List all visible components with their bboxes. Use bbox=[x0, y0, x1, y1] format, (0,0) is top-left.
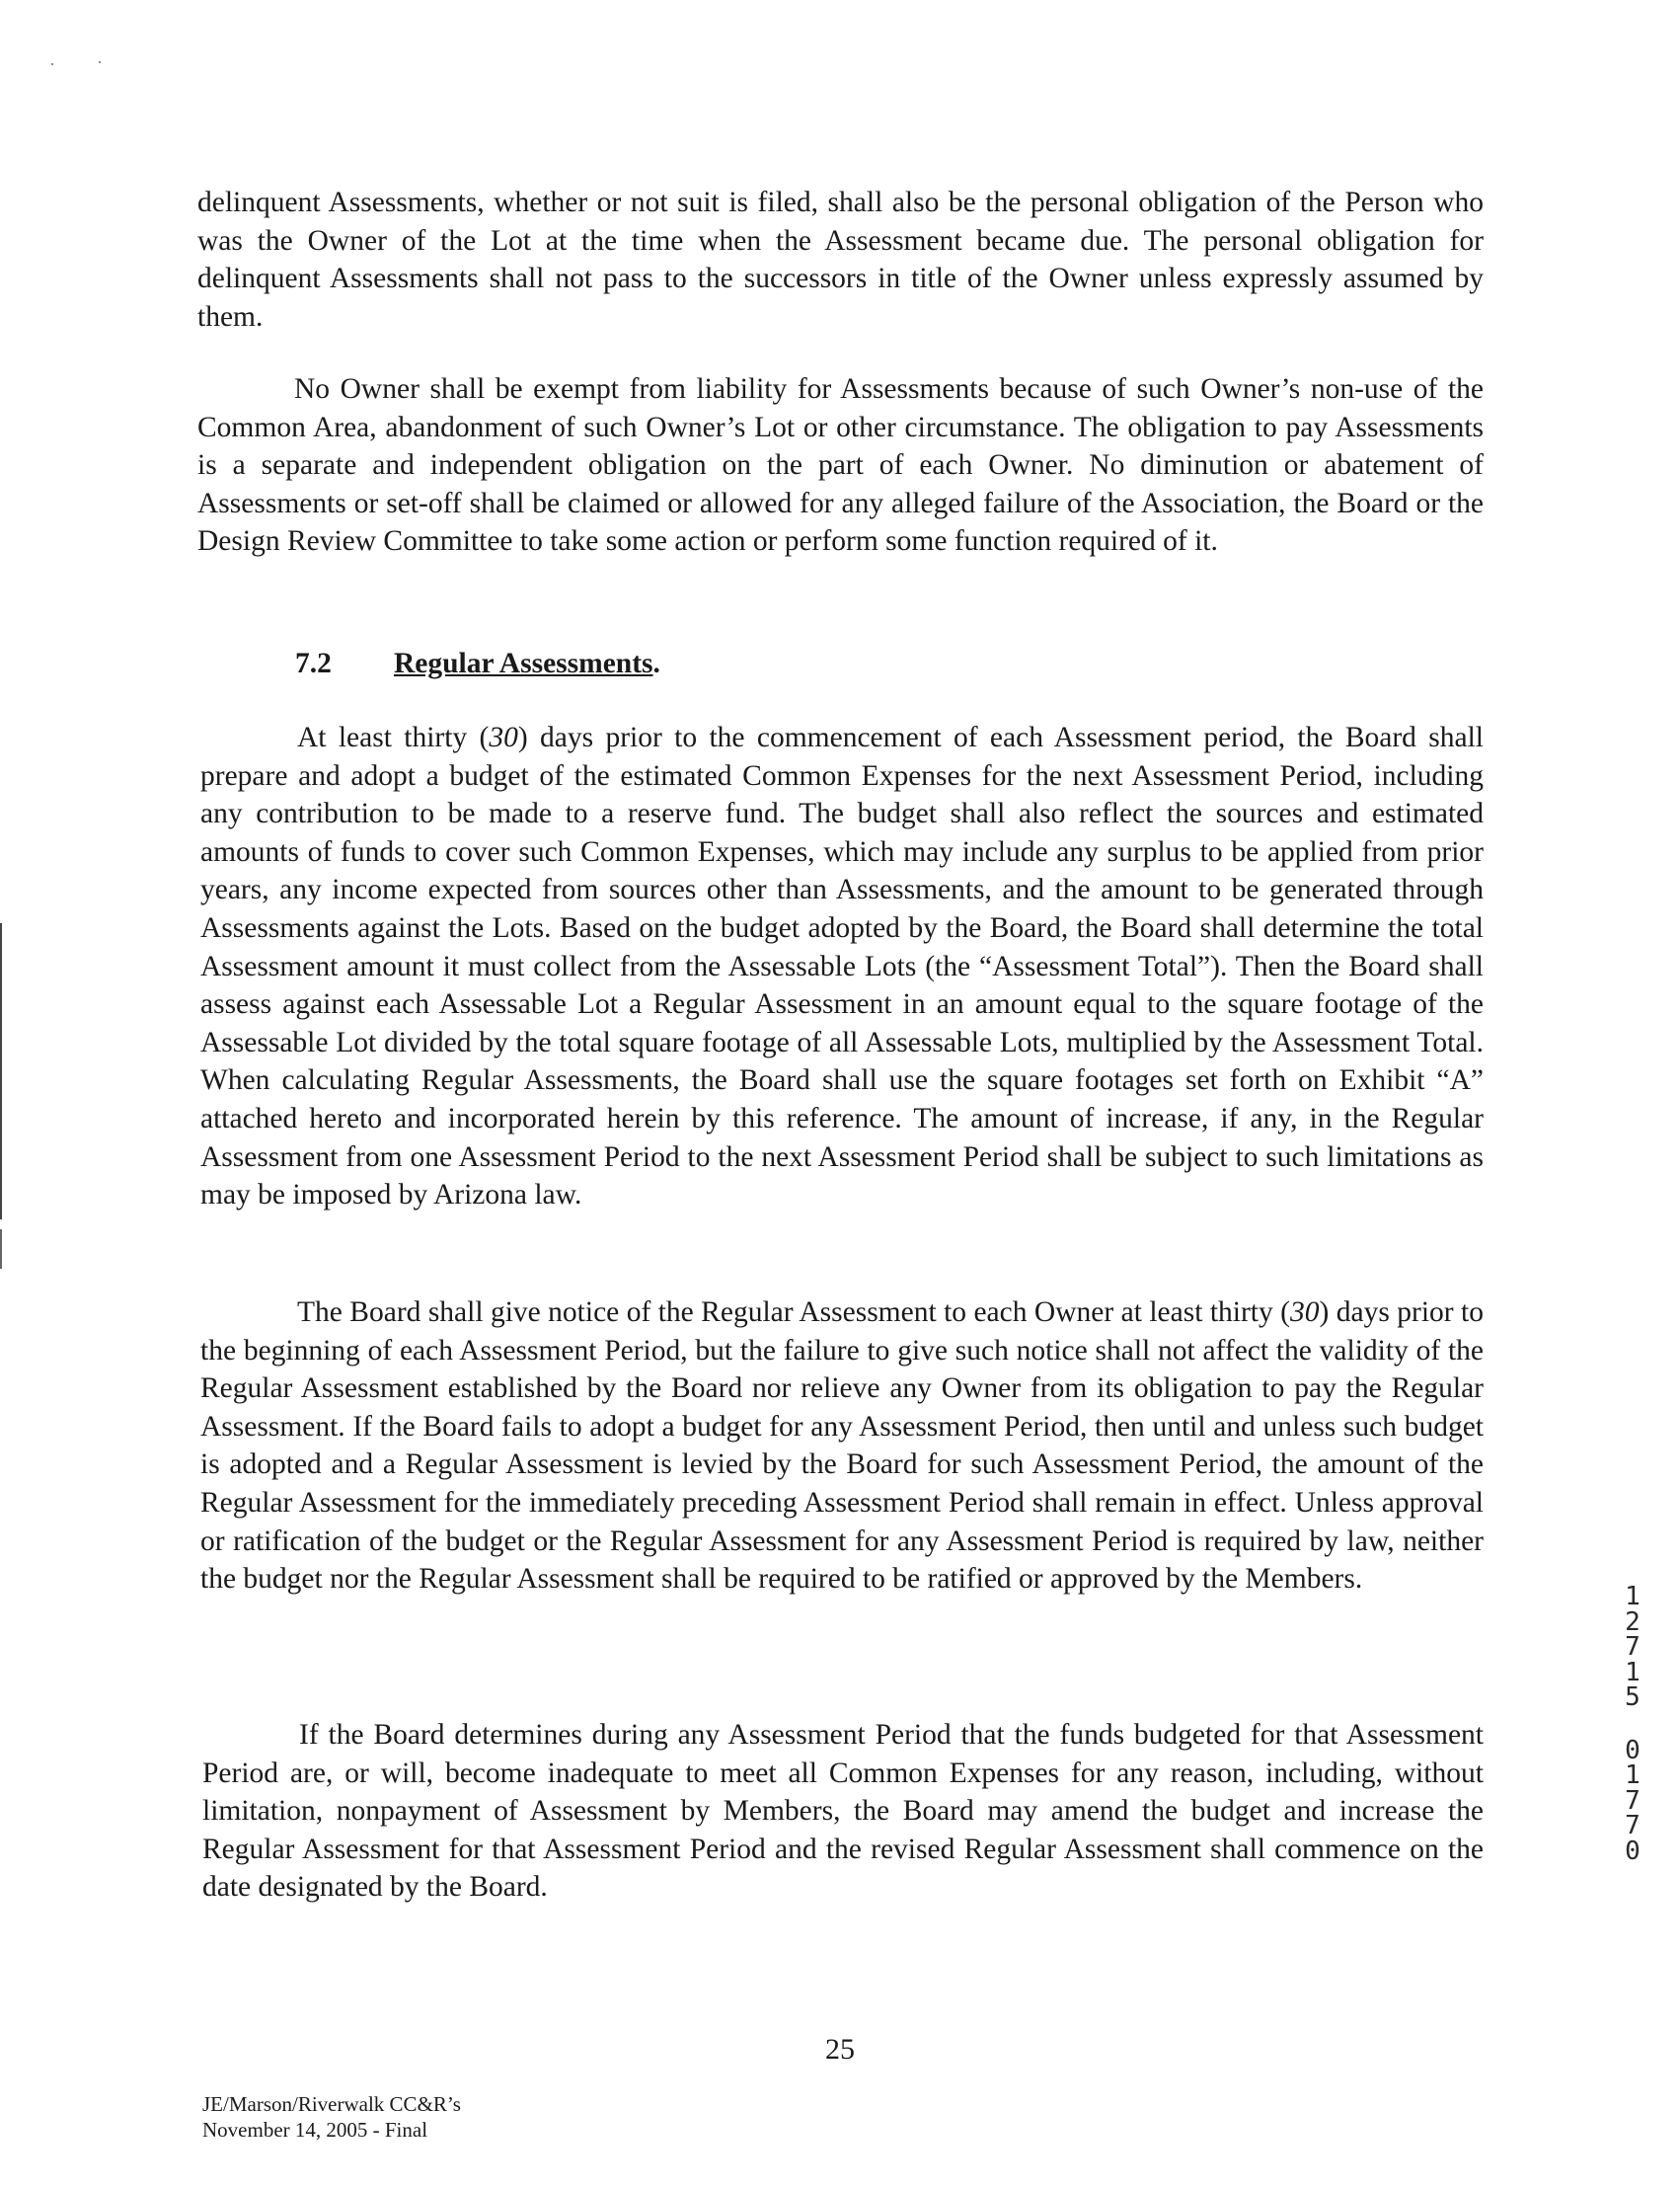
section-title-punct: . bbox=[652, 648, 660, 679]
stamp-digit: 2 bbox=[1625, 1606, 1641, 1637]
stamp-digit: 1 bbox=[1625, 1582, 1641, 1611]
scan-speck bbox=[99, 61, 101, 63]
paragraph-number: 30 bbox=[1290, 1296, 1320, 1328]
section-heading bbox=[295, 645, 660, 682]
stamp-digit: 5 bbox=[1625, 1682, 1641, 1712]
footer bbox=[202, 2091, 461, 2143]
section-title: Regular Assessments bbox=[394, 648, 653, 679]
paragraph-text: ) days prior to the commencement of each Assessment period, the Board shall prepare and adopt a budget of the estimated Common Expenses for the next Assessment Period, including any contribution to be made to a reserve fund. The budget shall also reflect the sources and estimated amounts of funds to cover such Common Expenses, which may include any surplus to be applied from prior years, any income expected from sources other than Assessments, and the amount to be generated through Assessments against the Lots. Based on the budget adopted by the Board, the Board shall determine the total Assessment amount it must collect from the Assessable Lots (the “Assessment Total”). Then the Board shall assess against each Assessable Lot a Regular Assessment in an amount equal to the square footage of the Assessable Lot divided by the total square footage of all Assessable Lots, multiplied by the Assessment Total. When calculating Regular Assessments, the Board shall use the square footages set forth on Exhibit “A” attached hereto and incorporated herein by this reference. The amount of increase, if any, in the Regular Assessment from one Assessment Period to the next Assessment Period shall be subject to such limitations as may be imposed by Arizona law. bbox=[200, 722, 1484, 1211]
paragraph-text: The Board shall give notice of the Regular Assessment to each Owner at least thirty ( bbox=[297, 1296, 1291, 1328]
section-number: 7.2 bbox=[295, 648, 332, 679]
stamp-digit: 7 bbox=[1625, 1811, 1641, 1840]
page-number: 25 bbox=[825, 2033, 855, 2066]
paragraph-no-exemption: No Owner shall be exempt from liability for Assessments because of such Owner’s non-use of the Common Area, abandonment of such Owner’s Lot or other circumstance. The obligation to pay Assessments is a separate and independent obligation on the part of each Owner. No diminution or abatement of Assessments or set-off shall be claimed or allowed for any alleged failure of the Association, the Board or the Design Review Committee to take some action or perform some function required of it. bbox=[197, 373, 1484, 558]
footer-line: November 14, 2005 - Final bbox=[202, 2118, 428, 2142]
scan-edge-mark bbox=[0, 1229, 2, 1269]
recording-stamp bbox=[1619, 1582, 1646, 1866]
stamp-gap bbox=[1619, 1711, 1646, 1739]
stamp-digit: 1 bbox=[1625, 1657, 1641, 1687]
scan-edge-mark bbox=[0, 923, 2, 1219]
stamp-digit: 7 bbox=[1625, 1785, 1641, 1816]
paragraph-text: At least thirty ( bbox=[297, 722, 490, 753]
stamp-digit: 7 bbox=[1625, 1632, 1641, 1662]
paragraph-budget-adoption bbox=[200, 719, 1484, 1214]
paragraph-delinquent-assessments: delinquent Assessments, whether or not suit is filed, shall also be the personal obligation of the Person who was the Owner of the Lot at the time when the Assessment became due. The personal obligation for delinquent Assessments shall not pass to the successors in title of the Owner unless expressly assumed by them. bbox=[197, 187, 1484, 333]
stamp-digit: 0 bbox=[1625, 1735, 1641, 1765]
paragraph-notice bbox=[200, 1293, 1484, 1599]
paragraph-budget-amendment: If the Board determines during any Assessment Period that the funds budgeted for that Assessment Period are, or will, become inadequate to meet all Common Expenses for any reason, including, without limitation, nonpayment of Assessment by Members, the Board may amend the budget and increase the Regular Assessment for that Assessment Period and the revised Regular Assessment shall commence on the date designated by the Board. bbox=[202, 1719, 1484, 1904]
stamp-digit: 1 bbox=[1625, 1760, 1641, 1790]
stamp-digit: 0 bbox=[1625, 1836, 1641, 1866]
footer-line: JE/Marson/Riverwalk CC&R’s bbox=[202, 2092, 461, 2116]
paragraph-text: ) days prior to the beginning of each Assessment Period, but the failure to give such notice shall not affect the validity of the Regular Assessment established by the Board nor relieve any Owner from its obligation to pay the Regular Assessment. If the Board fails to adopt a budget for any Assessment Period, then until and unless such budget is adopted and a Regular Assessment is levied by the Board for such Assessment Period, the amount of the Regular Assessment for the immediately preceding Assessment Period shall remain in effect. Unless approval or ratification of the budget or the Regular Assessment for any Assessment Period is required by law, neither the budget nor the Regular Assessment shall be required to be ratified or approved by the Members. bbox=[200, 1296, 1484, 1596]
scan-speck bbox=[51, 63, 53, 65]
paragraph-number: 30 bbox=[489, 722, 518, 753]
